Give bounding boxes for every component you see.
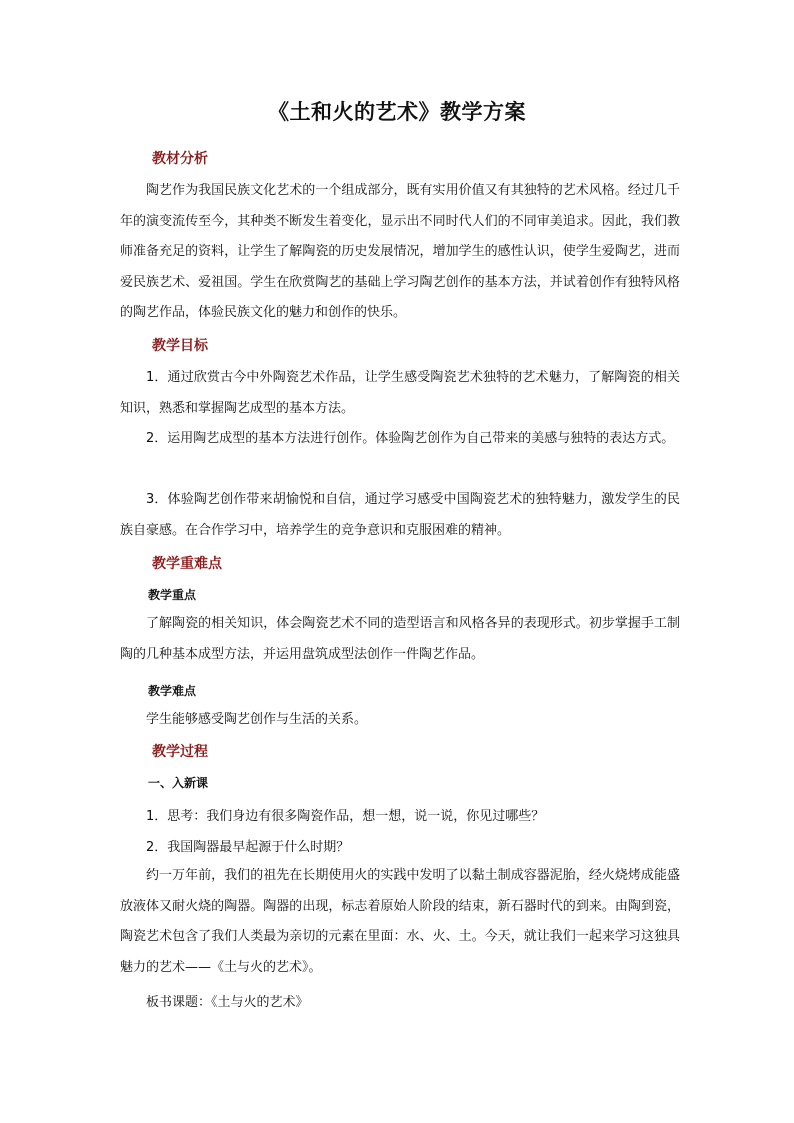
difficulty-label: 教学难点 [148,684,197,698]
page-title: 《土和火的艺术》教学方案 [268,100,526,124]
heading-goals: 教学目标 [152,338,208,354]
goal-item-3: 3．体验陶艺创作带来胡愉悦和自信，通过学习感受中国陶瓷艺术的独特魅力，激发学生的民族自豪感。在合作学习中，培养学生的竞争意识和克服困难的精神。 [120,492,680,538]
key-point-label: 教学重点 [148,588,197,602]
key-point-text: 了解陶瓷的相关知识，体会陶瓷艺术不同的造型语言和风格各异的表现形式。初步掌握手工制陶的几种基本成型方法，并运用盘筑成型法创作一件陶艺作品。 [120,616,680,662]
goal-item-2: 2．运用陶艺成型的基本方法进行创作。体验陶艺创作为自己带来的美感与独特的表达方式。 [146,431,675,446]
question-2: 2．我国陶器最早起源于什么时期？ [146,840,350,855]
heading-analysis: 教材分析 [152,151,208,167]
analysis-paragraph: 陶艺作为我国民族文化艺术的一个组成部分，既有实用价值又有其独特的艺术风格。经过几千年的演变流传至今，其种类不断发生着变化，显示出不同时代人们的不同审美追求。因此，我们教师准备充足的资料，让学生了解陶瓷的历史发展情况，增加学生的感性认识，使学生爱陶艺，进而爱民族艺术、爱祖国。学生在欣赏陶艺的基础上学习陶艺创作的基本方法，并试着创作有独特风格的陶艺作品，体验民族文化的魅力和创作的快乐。 [120,183,680,320]
question-1: 1．思考：我们身边有很多陶瓷作品，想一想，说一说，你见过哪些？ [146,809,545,824]
board-title: 板书课题：《土与火的艺术》 [146,995,309,1010]
goal-item-1: 1．通过欣赏古今中外陶瓷艺术作品，让学生感受陶瓷艺术独特的艺术魅力，了解陶瓷的相关知识，熟悉和掌握陶艺成型的基本方法。 [120,370,680,416]
process-paragraph: 约一万年前，我们的祖先在长期使用火的实践中发明了以黏土制成容器泥胎，经火烧烤成能盛放液体又耐火烧的陶器。陶器的出现，标志着原始人阶段的结束，新石器时代的到来。由陶到瓷，陶瓷艺术包含了我们人类最为亲切的元素在里面：水、火、土。今天，就让我们一起来学习这独具魅力的艺术——《土与火的艺术》。 [120,868,680,975]
difficulty-text: 学生能够感受陶艺创作与生活的关系。 [146,712,368,727]
heading-process: 教学过程 [152,744,208,760]
heading-key-points: 教学重难点 [152,556,222,572]
step1-label: 一、入新课 [148,776,209,790]
